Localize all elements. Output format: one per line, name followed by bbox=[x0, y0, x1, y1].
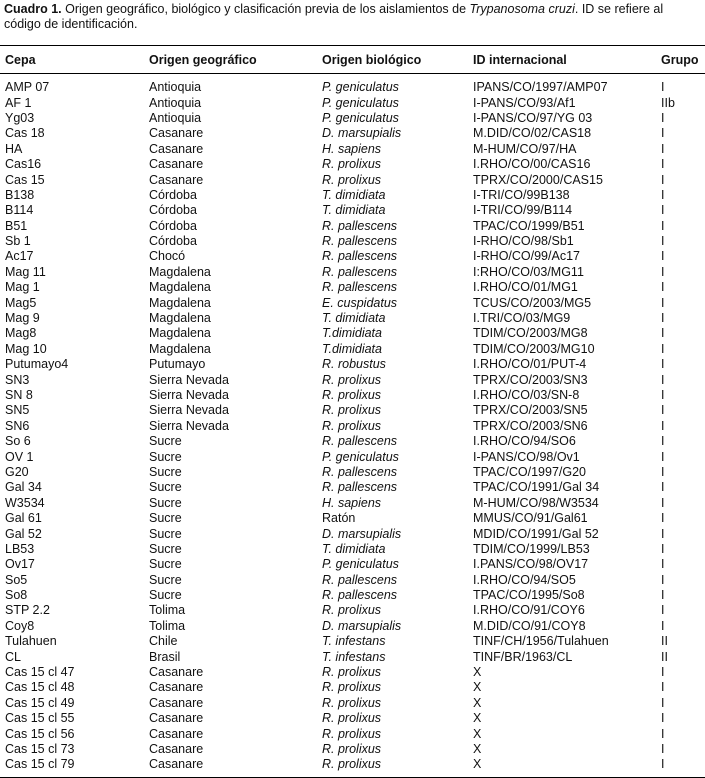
cell-id-internacional: X bbox=[473, 711, 482, 726]
cell-cepa: AF 1 bbox=[5, 95, 32, 110]
cell-id-internacional: TPRX/CO/2003/SN3 bbox=[473, 372, 588, 387]
cell-origen-geografico: Córdoba bbox=[149, 187, 197, 202]
cell-origen-biologico: D. marsupialis bbox=[322, 126, 402, 141]
cell-id-internacional: M-HUM/CO/98/W3534 bbox=[473, 495, 599, 510]
cell-grupo: I bbox=[661, 295, 665, 310]
cell-cepa: So 6 bbox=[5, 434, 31, 449]
table-caption bbox=[4, 2, 702, 32]
cell-origen-geografico: Sucre bbox=[149, 557, 182, 572]
cell-grupo: I bbox=[661, 495, 665, 510]
cell-origen-geografico: Casanare bbox=[149, 741, 204, 756]
cell-origen-geografico: Casanare bbox=[149, 141, 204, 156]
cell-cepa: Mag 1 bbox=[5, 280, 40, 295]
cell-id-internacional: I.RHO/CO/94/SO6 bbox=[473, 434, 576, 449]
cell-cepa: Gal 52 bbox=[5, 526, 42, 541]
cell-cepa: B138 bbox=[5, 187, 35, 202]
cell-id-internacional: I.PANS/CO/98/OV17 bbox=[473, 557, 589, 572]
cell-grupo: I bbox=[661, 588, 665, 603]
cell-origen-biologico: R. prolixus bbox=[322, 726, 382, 741]
cell-origen-biologico: R. prolixus bbox=[322, 403, 382, 418]
table-row bbox=[0, 172, 705, 187]
table-row bbox=[0, 157, 705, 172]
cell-id-internacional: TPAC/CO/1999/B51 bbox=[473, 218, 585, 233]
cell-origen-biologico: R. prolixus bbox=[322, 695, 382, 710]
table-row bbox=[0, 142, 705, 157]
cell-id-internacional: I.RHO/CO/91/COY6 bbox=[473, 603, 585, 618]
cell-origen-geografico: Casanare bbox=[149, 172, 204, 187]
cell-origen-biologico: R. prolixus bbox=[322, 418, 382, 433]
cell-grupo: I bbox=[661, 388, 665, 402]
cell-origen-geografico: Casanare bbox=[149, 665, 204, 680]
table-row bbox=[0, 634, 705, 649]
cell-origen-geografico: Sucre bbox=[149, 449, 182, 464]
table-body bbox=[0, 74, 705, 778]
cell-cepa: Coy8 bbox=[5, 618, 35, 633]
cell-origen-biologico: R. pallescens bbox=[322, 249, 398, 264]
cell-cepa: SN3 bbox=[5, 372, 30, 387]
cell-origen-biologico: H. sapiens bbox=[322, 495, 382, 510]
cell-origen-biologico: R. prolixus bbox=[322, 603, 382, 618]
table-row bbox=[0, 573, 705, 588]
cell-origen-geografico: Chocó bbox=[149, 249, 186, 264]
cell-id-internacional: TPAC/CO/1997/G20 bbox=[473, 464, 587, 479]
cell-id-internacional: X bbox=[473, 680, 482, 695]
cell-id-internacional: I-PANS/CO/98/Ov1 bbox=[473, 449, 580, 464]
cell-id-internacional: X bbox=[473, 757, 482, 772]
cell-grupo: I bbox=[661, 526, 665, 541]
cell-origen-biologico: T. dimidiata bbox=[322, 541, 386, 556]
cell-cepa: Putumayo4 bbox=[5, 357, 69, 372]
cell-id-internacional: I-RHO/CO/99/Ac17 bbox=[473, 249, 580, 264]
cell-grupo: I bbox=[661, 157, 665, 172]
cell-origen-biologico: R. pallescens bbox=[322, 572, 398, 587]
cell-cepa: CL bbox=[5, 649, 21, 664]
table-row bbox=[0, 496, 705, 511]
cell-origen-geografico: Magdalena bbox=[149, 264, 211, 279]
cell-origen-geografico: Casanare bbox=[149, 711, 204, 726]
column-header-origen-geografico: Origen geográfico bbox=[149, 52, 257, 67]
cell-origen-geografico: Sucre bbox=[149, 434, 182, 449]
cell-id-internacional: X bbox=[473, 741, 482, 756]
cell-grupo: I bbox=[661, 372, 665, 387]
cell-id-internacional: TPRX/CO/2003/SN5 bbox=[473, 403, 588, 418]
table-row bbox=[0, 388, 705, 403]
cell-cepa: Yg03 bbox=[5, 110, 35, 125]
cell-origen-geografico: Magdalena bbox=[149, 311, 211, 326]
cell-id-internacional: MDID/CO/1991/Gal 52 bbox=[473, 526, 599, 541]
cell-grupo: I bbox=[661, 218, 665, 233]
cell-grupo: I bbox=[661, 711, 665, 726]
table-row bbox=[0, 342, 705, 357]
cell-cepa: So5 bbox=[5, 572, 28, 587]
cell-origen-biologico: R. prolixus bbox=[322, 157, 382, 172]
table-row bbox=[0, 311, 705, 326]
cell-grupo: II bbox=[661, 649, 668, 664]
cell-grupo: I bbox=[661, 680, 665, 695]
cell-origen-geografico: Sucre bbox=[149, 480, 182, 495]
cell-cepa: Mag 11 bbox=[5, 264, 46, 279]
cell-grupo: I bbox=[661, 726, 665, 741]
cell-id-internacional: M.DID/CO/02/CAS18 bbox=[473, 126, 592, 141]
cell-origen-geografico: Sucre bbox=[149, 526, 182, 541]
cell-grupo: I bbox=[661, 357, 665, 372]
cell-grupo: I bbox=[661, 572, 665, 587]
table-row bbox=[0, 126, 705, 141]
table-row bbox=[0, 542, 705, 557]
cell-origen-biologico: T.dimidiata bbox=[322, 341, 382, 356]
cell-cepa: Cas 15 cl 55 bbox=[5, 711, 75, 726]
cell-grupo: I bbox=[661, 480, 665, 495]
cell-origen-biologico: R. prolixus bbox=[322, 680, 382, 695]
cell-origen-biologico: R. pallescens bbox=[322, 480, 398, 495]
cell-origen-geografico: Putumayo bbox=[149, 357, 206, 372]
cell-id-internacional: I-PANS/CO/93/Af1 bbox=[473, 95, 576, 110]
cell-id-internacional: TDIM/CO/2003/MG10 bbox=[473, 341, 595, 356]
table-row bbox=[0, 696, 705, 711]
cell-origen-geografico: Tolima bbox=[149, 618, 186, 633]
cell-cepa: Cas 15 bbox=[5, 172, 45, 187]
table-row bbox=[0, 203, 705, 218]
cell-cepa: AMP 07 bbox=[5, 80, 50, 95]
cell-origen-biologico: R. prolixus bbox=[322, 665, 382, 680]
table-row bbox=[0, 188, 705, 203]
cell-origen-biologico: T. dimidiata bbox=[322, 187, 386, 202]
cell-origen-geografico: Casanare bbox=[149, 695, 204, 710]
cell-id-internacional: M-HUM/CO/97/HA bbox=[473, 141, 577, 156]
cell-origen-biologico: R. prolixus bbox=[322, 388, 382, 402]
cell-id-internacional: I.RHO/CO/94/SO5 bbox=[473, 572, 576, 587]
cell-grupo: I bbox=[661, 141, 665, 156]
cell-id-internacional: TINF/CH/1956/Tulahuen bbox=[473, 634, 609, 649]
cell-origen-biologico: D. marsupialis bbox=[322, 526, 402, 541]
cell-id-internacional: TDIM/CO/1999/LB53 bbox=[473, 541, 590, 556]
table-row bbox=[0, 619, 705, 634]
cell-id-internacional: I-TRI/CO/99B138 bbox=[473, 187, 570, 202]
cell-grupo: I bbox=[661, 341, 665, 356]
cell-cepa: Gal 34 bbox=[5, 480, 42, 495]
cell-id-internacional: TPRX/CO/2003/SN6 bbox=[473, 418, 588, 433]
cell-grupo: I bbox=[661, 464, 665, 479]
cell-origen-biologico: R. prolixus bbox=[322, 172, 382, 187]
cell-cepa: Cas 15 cl 56 bbox=[5, 726, 75, 741]
cell-cepa: W3534 bbox=[5, 495, 45, 510]
cell-origen-geografico: Antioquia bbox=[149, 110, 202, 125]
table-row bbox=[0, 249, 705, 264]
column-header-id-internacional: ID internacional bbox=[473, 52, 567, 67]
cell-origen-geografico: Magdalena bbox=[149, 341, 211, 356]
table-row bbox=[0, 357, 705, 372]
cell-grupo: I bbox=[661, 126, 665, 141]
cell-origen-biologico: R. pallescens bbox=[322, 588, 398, 603]
cell-grupo: I bbox=[661, 434, 665, 449]
cell-grupo: I bbox=[661, 80, 665, 95]
cell-cepa: Cas 15 cl 49 bbox=[5, 695, 75, 710]
table-row bbox=[0, 372, 705, 387]
cell-origen-biologico: D. marsupialis bbox=[322, 618, 402, 633]
cell-origen-geografico: Casanare bbox=[149, 157, 204, 172]
cell-origen-biologico: R. prolixus bbox=[322, 757, 382, 772]
column-header-cepa: Cepa bbox=[5, 52, 36, 67]
cell-id-internacional: TINF/BR/1963/CL bbox=[473, 649, 573, 664]
table-row bbox=[0, 511, 705, 526]
caption-label: Cuadro 1. bbox=[4, 2, 62, 16]
cell-origen-biologico: R. prolixus bbox=[322, 372, 382, 387]
cell-cepa: Ov17 bbox=[5, 557, 35, 572]
cell-origen-geografico: Sucre bbox=[149, 495, 182, 510]
cell-origen-geografico: Sucre bbox=[149, 464, 182, 479]
cell-grupo: I bbox=[661, 449, 665, 464]
cell-grupo: IIb bbox=[661, 95, 675, 110]
cell-grupo: I bbox=[661, 264, 665, 279]
cell-origen-geografico: Sucre bbox=[149, 572, 182, 587]
cell-id-internacional: IPANS/CO/1997/AMP07 bbox=[473, 80, 608, 95]
cell-origen-biologico: R. pallescens bbox=[322, 264, 398, 279]
cell-origen-geografico: Sucre bbox=[149, 541, 182, 556]
cell-origen-biologico: R. pallescens bbox=[322, 434, 398, 449]
table-row bbox=[0, 219, 705, 234]
cell-id-internacional: I.RHO/CO/00/CAS16 bbox=[473, 157, 591, 172]
column-header-origen-biologico: Origen biológico bbox=[322, 52, 422, 67]
cell-origen-geografico: Sucre bbox=[149, 511, 182, 526]
cell-id-internacional: TPAC/CO/1995/So8 bbox=[473, 588, 585, 603]
cell-cepa: Mag 10 bbox=[5, 341, 47, 356]
table-row bbox=[0, 726, 705, 741]
cell-origen-biologico: T. infestans bbox=[322, 649, 386, 664]
cell-grupo: I bbox=[661, 511, 665, 526]
cell-origen-geografico: Magdalena bbox=[149, 326, 211, 341]
cell-cepa: SN6 bbox=[5, 418, 30, 433]
cell-cepa: Cas 15 cl 48 bbox=[5, 680, 75, 695]
cell-cepa: STP 2.2 bbox=[5, 603, 50, 618]
table-row bbox=[0, 649, 705, 664]
column-header-grupo: Grupo bbox=[661, 52, 699, 67]
cell-grupo: I bbox=[661, 110, 665, 125]
table-row bbox=[0, 480, 705, 495]
cell-origen-biologico: H. sapiens bbox=[322, 141, 382, 156]
table-row bbox=[0, 326, 705, 341]
table-row bbox=[0, 234, 705, 249]
cell-origen-geografico: Sierra Nevada bbox=[149, 388, 229, 402]
cell-grupo: I bbox=[661, 187, 665, 202]
cell-origen-geografico: Tolima bbox=[149, 603, 186, 618]
table-row bbox=[0, 711, 705, 726]
cell-id-internacional: X bbox=[473, 726, 482, 741]
cell-origen-geografico: Casanare bbox=[149, 680, 204, 695]
cell-id-internacional: I-RHO/CO/98/Sb1 bbox=[473, 234, 574, 249]
cell-grupo: I bbox=[661, 418, 665, 433]
cell-id-internacional: X bbox=[473, 665, 482, 680]
cell-origen-biologico: P. geniculatus bbox=[322, 95, 399, 110]
caption-text: Origen geográfico, biológico y clasificación previa de los aislamientos de bbox=[61, 2, 470, 16]
cell-cepa: Ac17 bbox=[5, 249, 34, 264]
cell-cepa: Cas 15 cl 79 bbox=[5, 757, 75, 772]
table-row bbox=[0, 588, 705, 603]
cell-origen-geografico: Sierra Nevada bbox=[149, 372, 229, 387]
table-row bbox=[0, 603, 705, 618]
cell-origen-geografico: Brasil bbox=[149, 649, 181, 664]
cell-grupo: I bbox=[661, 618, 665, 633]
cell-id-internacional: I.RHO/CO/01/PUT-4 bbox=[473, 357, 587, 372]
cell-grupo: I bbox=[661, 203, 665, 218]
cell-cepa: G20 bbox=[5, 464, 29, 479]
table-row bbox=[0, 265, 705, 280]
cell-grupo: I bbox=[661, 557, 665, 572]
table-row bbox=[0, 465, 705, 480]
table-row bbox=[0, 280, 705, 295]
table-row bbox=[0, 757, 705, 777]
cell-cepa: Cas16 bbox=[5, 157, 42, 172]
cell-cepa: Mag8 bbox=[5, 326, 37, 341]
cell-origen-biologico: R. pallescens bbox=[322, 218, 398, 233]
cell-grupo: I bbox=[661, 172, 665, 187]
cell-cepa: Mag 9 bbox=[5, 311, 40, 326]
cell-origen-geografico: Antioquia bbox=[149, 95, 202, 110]
cell-id-internacional: TPRX/CO/2000/CAS15 bbox=[473, 172, 603, 187]
table-row bbox=[0, 557, 705, 572]
cell-origen-geografico: Córdoba bbox=[149, 218, 197, 233]
table-row bbox=[0, 95, 705, 110]
cell-origen-geografico: Córdoba bbox=[149, 203, 197, 218]
cell-grupo: I bbox=[661, 757, 665, 772]
cell-cepa: LB53 bbox=[5, 541, 35, 556]
cell-origen-biologico: P. geniculatus bbox=[322, 557, 399, 572]
cell-origen-biologico: R. pallescens bbox=[322, 280, 398, 295]
cell-grupo: I bbox=[661, 541, 665, 556]
table-row bbox=[0, 449, 705, 464]
table-row bbox=[0, 680, 705, 695]
cell-grupo: I bbox=[661, 665, 665, 680]
cell-id-internacional: TPAC/CO/1991/Gal 34 bbox=[473, 480, 600, 495]
cell-id-internacional: I-PANS/CO/97/YG 03 bbox=[473, 110, 593, 125]
cell-origen-geografico: Casanare bbox=[149, 757, 204, 772]
table-row bbox=[0, 419, 705, 434]
cell-origen-biologico: R. prolixus bbox=[322, 711, 382, 726]
cell-id-internacional: M.DID/CO/91/COY8 bbox=[473, 618, 586, 633]
table-row bbox=[0, 434, 705, 449]
cell-id-internacional: X bbox=[473, 695, 482, 710]
table-row bbox=[0, 403, 705, 418]
cell-origen-geografico: Antioquia bbox=[149, 80, 202, 95]
cell-cepa: B114 bbox=[5, 203, 34, 218]
isolates-table bbox=[0, 45, 705, 778]
cell-grupo: I bbox=[661, 695, 665, 710]
cell-cepa: SN 8 bbox=[5, 388, 33, 402]
cell-id-internacional: I.RHO/CO/03/SN-8 bbox=[473, 388, 580, 402]
cell-origen-geografico: Sucre bbox=[149, 588, 182, 603]
table-row bbox=[0, 526, 705, 541]
cell-id-internacional: I.TRI/CO/03/MG9 bbox=[473, 311, 571, 326]
table-row bbox=[0, 295, 705, 310]
cell-id-internacional: TDIM/CO/2003/MG8 bbox=[473, 326, 588, 341]
cell-origen-biologico: R. pallescens bbox=[322, 234, 398, 249]
cell-id-internacional: I-TRI/CO/99/B114 bbox=[473, 203, 573, 218]
cell-origen-geografico: Magdalena bbox=[149, 280, 211, 295]
cell-origen-biologico: Ratón bbox=[322, 511, 356, 526]
cell-id-internacional: TCUS/CO/2003/MG5 bbox=[473, 295, 592, 310]
cell-origen-geografico: Sierra Nevada bbox=[149, 403, 229, 418]
cell-cepa: Gal 61 bbox=[5, 511, 42, 526]
cell-grupo: I bbox=[661, 326, 665, 341]
cell-cepa: Mag5 bbox=[5, 295, 37, 310]
cell-origen-biologico: P. geniculatus bbox=[322, 449, 399, 464]
caption-species: Trypanosoma cruzi bbox=[469, 2, 575, 16]
cell-origen-geografico: Sierra Nevada bbox=[149, 418, 229, 433]
cell-cepa: B51 bbox=[5, 218, 28, 233]
table-row bbox=[0, 665, 705, 680]
cell-origen-biologico: T. dimidiata bbox=[322, 203, 386, 218]
cell-grupo: I bbox=[661, 741, 665, 756]
cell-origen-geografico: Casanare bbox=[149, 126, 204, 141]
cell-cepa: HA bbox=[5, 141, 23, 156]
cell-origen-biologico: R. pallescens bbox=[322, 464, 398, 479]
cell-cepa: Cas 15 cl 47 bbox=[5, 665, 75, 680]
cell-origen-biologico: T.dimidiata bbox=[322, 326, 382, 341]
cell-origen-biologico: R. robustus bbox=[322, 357, 386, 372]
cell-grupo: I bbox=[661, 234, 665, 249]
cell-id-internacional: MMUS/CO/91/Gal61 bbox=[473, 511, 588, 526]
cell-grupo: I bbox=[661, 249, 665, 264]
cell-cepa: Tulahuen bbox=[5, 634, 57, 649]
cell-grupo: I bbox=[661, 603, 665, 618]
cell-origen-geografico: Magdalena bbox=[149, 295, 211, 310]
cell-origen-biologico: E. cuspidatus bbox=[322, 295, 398, 310]
cell-origen-geografico: Chile bbox=[149, 634, 178, 649]
cell-grupo: II bbox=[661, 634, 668, 649]
cell-id-internacional: I.RHO/CO/01/MG1 bbox=[473, 280, 578, 295]
cell-origen-biologico: P. geniculatus bbox=[322, 110, 399, 125]
table-row bbox=[0, 74, 705, 96]
cell-id-internacional: I:RHO/CO/03/MG11 bbox=[473, 264, 584, 279]
table-row bbox=[0, 111, 705, 126]
cell-grupo: I bbox=[661, 311, 665, 326]
cell-origen-geografico: Casanare bbox=[149, 726, 204, 741]
cell-cepa: Cas 15 cl 73 bbox=[5, 741, 75, 756]
cell-cepa: SN5 bbox=[5, 403, 30, 418]
table-header-row bbox=[0, 46, 705, 74]
caption-text-end: . ID se refiere al código de identificación. bbox=[4, 2, 664, 31]
cell-origen-biologico: T. dimidiata bbox=[322, 311, 386, 326]
cell-origen-geografico: Córdoba bbox=[149, 234, 197, 249]
cell-cepa: Cas 18 bbox=[5, 126, 45, 141]
cell-origen-biologico: P. geniculatus bbox=[322, 80, 399, 95]
table-row bbox=[0, 742, 705, 757]
cell-cepa: Sb 1 bbox=[5, 234, 31, 249]
cell-grupo: I bbox=[661, 280, 665, 295]
cell-grupo: I bbox=[661, 403, 665, 418]
cell-cepa: OV 1 bbox=[5, 449, 34, 464]
cell-origen-biologico: R. prolixus bbox=[322, 741, 382, 756]
cell-cepa: So8 bbox=[5, 588, 28, 603]
cell-origen-biologico: T. infestans bbox=[322, 634, 386, 649]
